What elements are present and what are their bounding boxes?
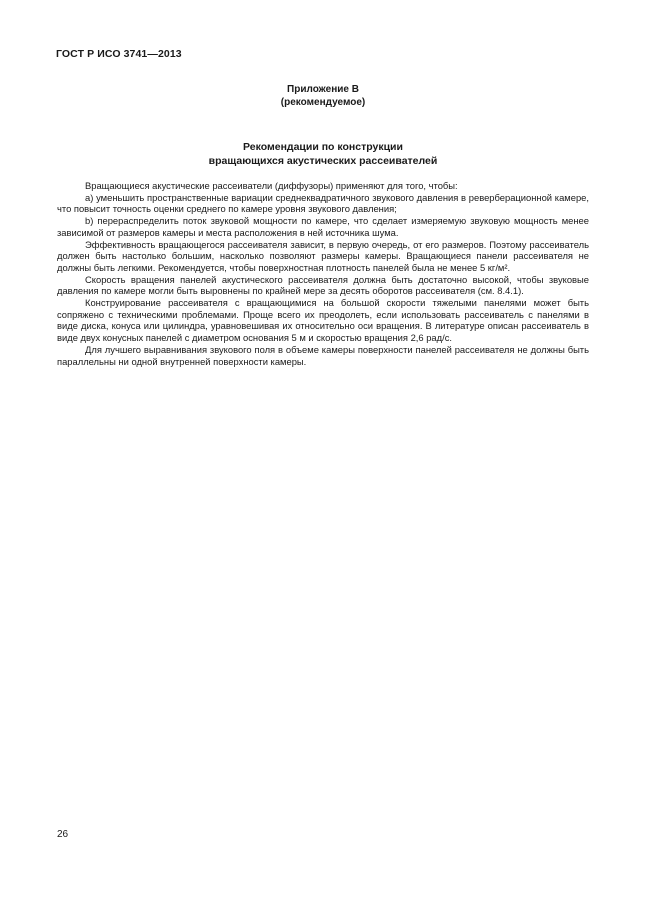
appendix-title: Приложение В (287, 84, 359, 95)
paragraph: b) перераспределить поток звуковой мощности по камере, что сделает измеряемую звуковую мощность менее зависимой от размеров камеры и места расположения в ней источника шума. (57, 215, 589, 238)
paragraph: Для лучшего выравнивания звукового поля в объеме камеры поверхности панелей рассеивателя не должны быть параллельны ни одной внутренней поверхности камеры. (57, 343, 589, 367)
standard-designation: ГОСТ Р ИСО 3741—2013 (56, 48, 182, 60)
appendix-status: (рекомендуемое) (280, 97, 366, 108)
section-title (0, 140, 646, 168)
paragraph: Конструирование рассеивателя с вращающимися на большой скорости тяжелыми панелями может быть сопряжено с техническими проблемами. Проще всего их преодолеть, если использовать рассеиватель с панелями в виде диска, конуса или цилиндра, уравновешивая их относительно оси вращения. В литературе описан рассеиватель в виде двух конусных панелей с диаметром основания 5 м и скоростью вращения 2,6 рад/с. (57, 297, 589, 344)
appendix-heading (0, 83, 646, 109)
body-text (57, 180, 589, 367)
paragraph: Вращающиеся акустические рассеиватели (диффузоры) применяют для того, чтобы: (85, 180, 458, 191)
paragraph: Скорость вращения панелей акустического рассеивателя должна быть достаточно высокой, чтобы звуковые давления по камере могли быть выровнены по крайней мере за десять оборотов рассеивателя (см. 8.4.1). (57, 273, 589, 297)
paragraph: a) уменьшить пространственные вариации среднеквадратичного звукового давления в реверберационной камере, что повысит точность оценки среднего по камере уровня звукового давления; (57, 191, 589, 215)
paragraph: Эффективность вращающегося рассеивателя зависит, в первую очередь, от его размеров. Поэтому рассеиватель должен быть настолько большим, насколько позволяют размеры камеры. Вращающиеся панели рассеивателя не должны быть легкими. Рекомендуется, чтобы поверхностная плотность панелей была не менее 5 кг/м². (57, 238, 589, 273)
section-title-line-1: Рекомендации по конструкции (243, 141, 403, 153)
page-number: 26 (57, 829, 69, 840)
section-title-line-2: вращающихся акустических рассеивателей (208, 155, 438, 167)
